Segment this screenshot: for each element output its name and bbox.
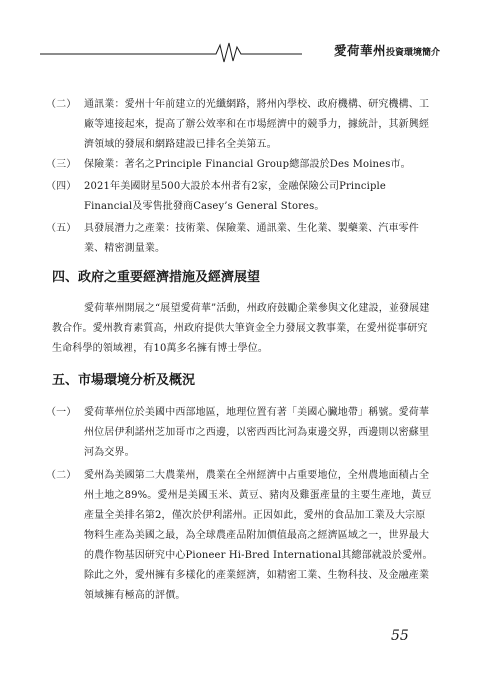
item-text: 保險業：著名之Principle Financial Group總部設於Des Moines市。 <box>84 159 411 170</box>
list-item <box>46 155 434 175</box>
list-item <box>46 219 434 259</box>
item-text: 通訊業：愛州十年前建立的光纖網路，將州內學校、政府機構、研究機構、工廠等連接起來，提高了辦公效率和在市場經濟中的競爭力，據統計，其新興經濟領域的發展和網路建設已排名全美第五。 <box>84 99 430 150</box>
item-text: 2021年美國財星500大設於本州者有2家，金融保險公司Principle Financial及零售批發商Casey’s General Stores。 <box>84 181 386 212</box>
list-item <box>46 403 434 463</box>
section-heading: 四、政府之重要經濟措施及經濟展望 <box>52 270 261 285</box>
section-paragraph: 愛荷華州開展之“展望愛荷華”活動，州政府鼓勵企業參與文化建設，並發展建教合作。愛州教育素質高，州政府提供大筆資金全力發展文教事業，在愛州從事研究生命科學的領域裡，有10萬多名擁有博士學位。 <box>52 303 430 354</box>
item-number: （二） <box>46 99 77 110</box>
item-text: 具發展潛力之產業：技術業、保險業、通訊業、生化業、製藥業、汽車零件業、精密測量業。 <box>84 223 419 254</box>
list-item <box>46 95 434 155</box>
page-header <box>40 40 440 64</box>
item-number: （四） <box>46 181 77 192</box>
page-number: 55 <box>391 628 409 644</box>
item-number: （五） <box>46 223 77 234</box>
item-text: 愛荷華州位於美國中西部地區，地理位置有著「美國心臟地帶」稱號。愛荷華州位居伊利諾州芝加哥市之西邊，以密西西比河為東邊交界，西邊則以密蘇里河為交界。 <box>84 407 430 458</box>
item-text: 愛州為美國第二大農業州，農業在全州經濟中占重要地位，全州農地面積占全州土地之89%。愛州是美國玉米、黃豆、豬肉及雞蛋產量的主要生產地，黃豆產量全美排名第2，僅次於伊利諾州。正因如此，愛州的食品加工業及大宗原物料生產為美國之最，為全球農產品附加價值最高之經濟區域之一，世界最大的農作物基因研究中心Pioneer Hi-Bred International其總部就設於愛州。除此之外，愛州擁有多樣化的產業經濟，如精密工業、生物科技、及金融產業領域擁有極高的評價。 <box>84 470 433 601</box>
list-item <box>46 466 434 606</box>
header-title: 愛荷華州 <box>333 43 386 58</box>
header-subtitle: 投資環境簡介 <box>385 48 440 58</box>
item-number: （三） <box>46 159 77 170</box>
section-heading: 五、市場環境分析及概況 <box>52 373 196 388</box>
item-number: （一） <box>46 407 77 418</box>
header-brand <box>334 41 440 59</box>
item-number: （二） <box>46 470 77 481</box>
list-item <box>46 177 434 217</box>
